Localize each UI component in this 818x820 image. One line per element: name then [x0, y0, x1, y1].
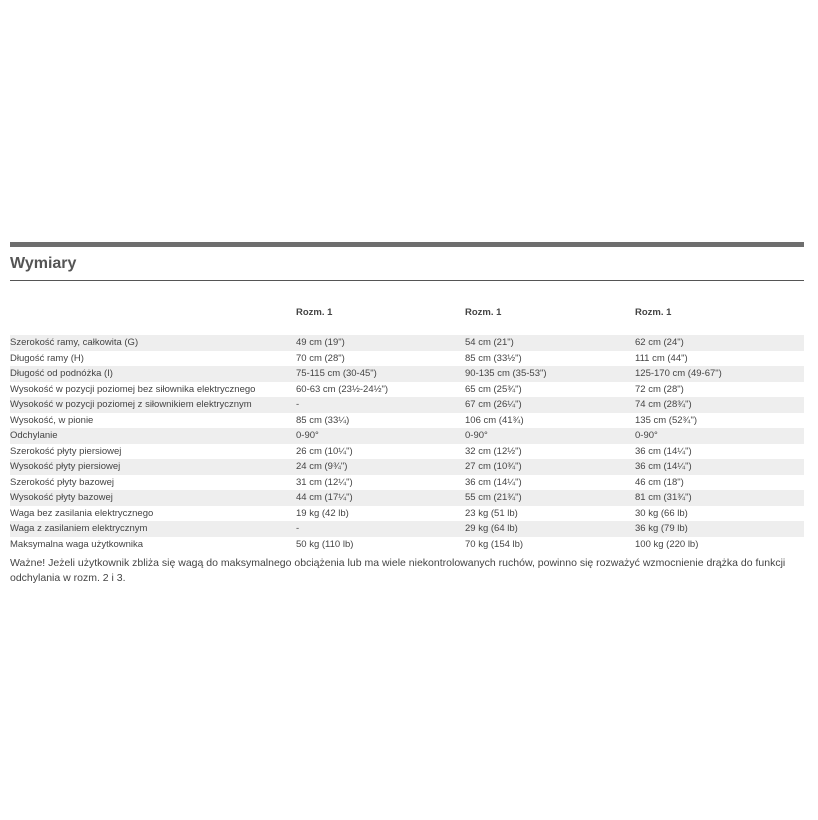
column-header-size-b: Rozm. 1: [465, 307, 502, 318]
table-row: [10, 382, 804, 398]
dimensions-table: [10, 305, 804, 552]
row-value: 36 kg (79 lb): [635, 521, 804, 537]
section-title-rule: [10, 280, 804, 281]
table-row: [10, 475, 804, 491]
row-value: 106 cm (41¾): [465, 414, 524, 426]
row-value: 54 cm (21"): [465, 335, 635, 351]
row-value: 30 kg (66 lb): [635, 507, 688, 519]
column-header-label: [10, 305, 296, 320]
row-value: 0-90°: [296, 428, 465, 444]
row-value: 36 cm (14¼"): [635, 459, 804, 475]
section-title: Wymiary: [10, 255, 77, 272]
table-row: [10, 506, 804, 522]
table-header-spacer: [10, 320, 804, 335]
row-label: Wysokość w pozycji poziomej z siłownikiem elektrycznym: [10, 397, 296, 413]
row-label: Wysokość w pozycji poziomej bez siłownika elektrycznego: [10, 383, 256, 395]
row-label: Szerokość płyty bazowej: [10, 476, 115, 488]
row-value: 100 kg (220 lb): [635, 538, 699, 550]
row-value: 31 cm (12¼"): [296, 476, 353, 488]
row-value: 67 cm (26¼"): [465, 397, 635, 413]
row-value: 81 cm (31¾"): [635, 490, 804, 506]
table-row: [10, 490, 804, 506]
row-value: 32 cm (12½"): [465, 445, 522, 457]
row-value: 70 cm (28"): [296, 352, 345, 364]
row-label: Szerokość ramy, całkowita (G): [10, 335, 296, 351]
table-row: [10, 397, 804, 413]
row-value: 72 cm (28"): [635, 383, 684, 395]
table-row: [10, 413, 804, 429]
row-value: 85 cm (33¼): [296, 414, 350, 426]
row-value: 111 cm (44"): [635, 352, 688, 364]
row-value: 0-90°: [465, 428, 635, 444]
row-value: -: [296, 521, 465, 537]
row-label: Długość od podnóżka (I): [10, 366, 296, 382]
row-value: 125-170 cm (49-67"): [635, 366, 804, 382]
column-header-size-c: Rozm. 1: [635, 307, 672, 318]
column-header-size-a: Rozm. 1: [296, 307, 333, 318]
row-value: 27 cm (10¾"): [465, 459, 635, 475]
row-label: Wysokość płyty piersiowej: [10, 459, 296, 475]
row-value: 60-63 cm (23½-24½"): [296, 383, 389, 395]
row-value: 135 cm (52¾"): [635, 414, 697, 426]
row-label: Wysokość, w pionie: [10, 414, 94, 426]
dimensions-section: [10, 242, 804, 552]
row-value: 46 cm (18"): [635, 476, 684, 488]
row-value: 44 cm (17¼"): [296, 490, 465, 506]
row-value: 55 cm (21¾"): [465, 490, 635, 506]
important-note: Ważne! Jeżeli użytkownik zbliża się wagą do maksymalnego obciążenia lub ma wiele niekontrolowanych ruchów, powinno się rozważyć wzmocnienie drążka do funkcji odchylania w rozm. 2 i 3.: [10, 557, 786, 584]
table-row: [10, 428, 804, 444]
row-label: Waga bez zasilania elektrycznego: [10, 507, 154, 519]
row-label: Wysokość płyty bazowej: [10, 490, 296, 506]
row-value: 70 kg (154 lb): [465, 538, 524, 550]
row-value: 74 cm (28¾"): [635, 397, 804, 413]
table-row: [10, 537, 804, 553]
row-value: 49 cm (19"): [296, 335, 465, 351]
row-value: -: [296, 397, 465, 413]
row-value: 24 cm (9¾"): [296, 459, 465, 475]
table-header-row: [10, 305, 804, 320]
table-row: [10, 444, 804, 460]
row-value: 36 cm (14¼"): [465, 476, 522, 488]
row-value: 29 kg (64 lb): [465, 521, 635, 537]
row-label: Maksymalna waga użytkownika: [10, 538, 144, 550]
row-value: 65 cm (25¾"): [465, 383, 522, 395]
row-value: 85 cm (33½"): [465, 352, 522, 364]
table-row: [10, 521, 804, 537]
row-value: 23 kg (51 lb): [465, 507, 518, 519]
table-row: [10, 351, 804, 367]
row-value: 19 kg (42 lb): [296, 507, 349, 519]
row-label: Odchylanie: [10, 428, 296, 444]
row-value: 50 kg (110 lb): [296, 538, 354, 550]
table-body: [10, 335, 804, 552]
row-value: 36 cm (14¼"): [635, 445, 692, 457]
row-value: 26 cm (10¼"): [296, 445, 353, 457]
row-value: 0-90°: [635, 428, 804, 444]
row-label: Szerokość płyty piersiowej: [10, 445, 122, 457]
section-top-rule: [10, 242, 804, 247]
row-value: 90-135 cm (35-53"): [465, 366, 635, 382]
row-label: Waga z zasilaniem elektrycznym: [10, 521, 296, 537]
row-label: Długość ramy (H): [10, 352, 84, 364]
table-row: [10, 459, 804, 475]
table-row: [10, 335, 804, 351]
table-row: [10, 366, 804, 382]
row-value: 62 cm (24"): [635, 335, 804, 351]
row-value: 75-115 cm (30-45"): [296, 366, 465, 382]
